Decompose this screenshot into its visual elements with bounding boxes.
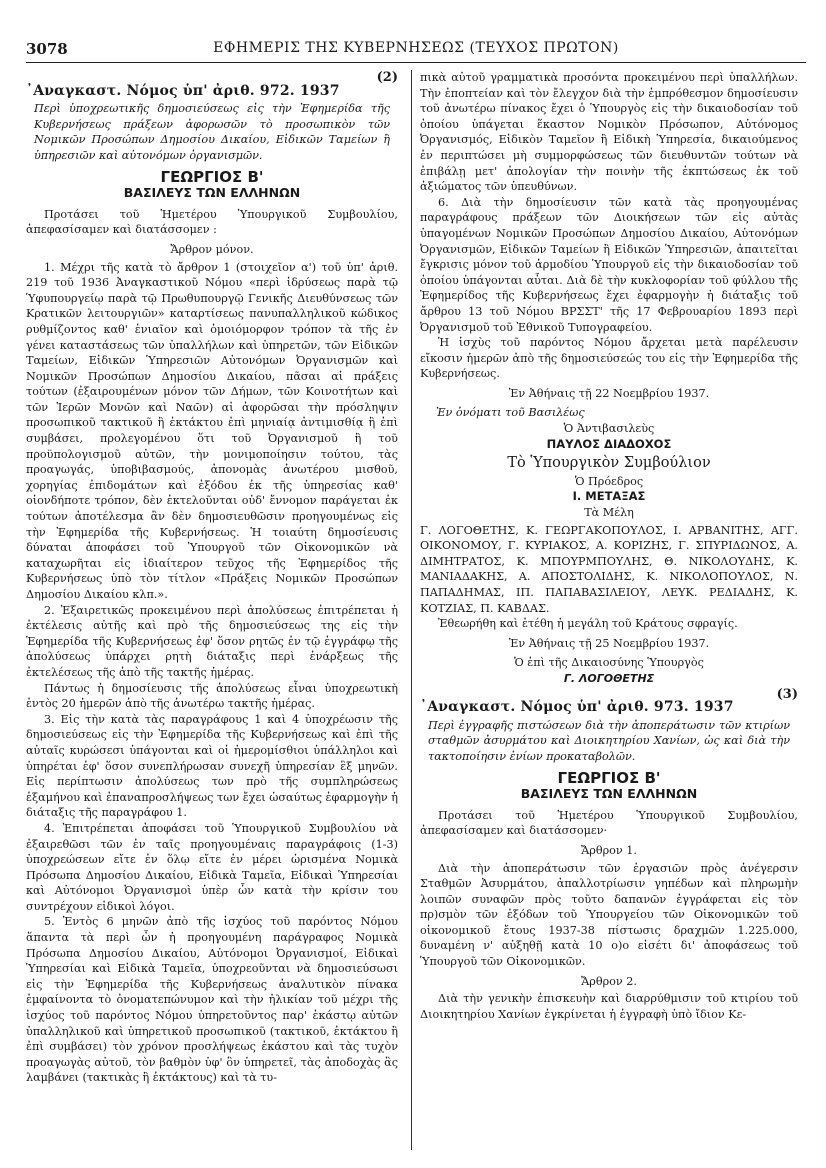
president-title: Ὁ Πρόεδρος [574,474,644,488]
members-list: Γ. ΛΟΓΟΘΕΤΗΣ, Κ. ΓΕΩΡΓΑΚΟΠΟΥΛΟΣ, Ι. ΑΡΒΑΝΙΤΗΣ, ΑΓΓ. ΟΙΚΟΝΟΜΟΥ, Γ. ΚΥΡΙΑΚΟΣ, Α. ΚΟΡΙΖΗΣ, Γ. ΣΠΥΡΙΔΩΝΟΣ, Α. ΔΙΜΗΤΡΑΤΟΣ, Κ. ΜΠΟΥΡΜΠΟΥΛΗΣ, Θ. ΝΙΚΟΛΟΥΔΗΣ, Κ. ΜΑΝΙΑΔΑΚΗΣ, Α. ΑΠΟΣΤΟΛΙΔΗΣ, Κ. ΝΙΚΟΛΟΠΟΥΛΟΣ, Ν. ΠΑΠΑΔΗΜΑΣ, ΙΠ. ΠΑΠΑΒΑΣΙΛΕΙΟΥ, ΛΕΥΚ. ΡΕΔΙΑΔΗΣ, Κ. ΚΟΤΖΙΑΣ, Π. ΚΑΒΔΑΣ. [420,523,798,615]
date-line: Ἐν Ἀθήναις τῇ 22 Νοεμβρίου 1937. [508,386,710,400]
paragraph: 5. Ἐντὸς 6 μηνῶν ἀπὸ τῆς ἰσχύος τοῦ παρόντος Νόμου ἅπαντα τὰ περὶ ὧν ἡ προηγουμένη παράγραφος Νομικὰ Πρόσωπα Δημοσίου Δικαίου, Αὐτόνομοι Ὀργανισμοί, Εἰδικαὶ Ὑπηρεσίαι καὶ Εἰδικὰ Ταμεῖα, ὑποχρεοῦνται νὰ δημοσιεύσωσι εἰς τὴν Ἐφημερίδα τῆς Κυβερνήσεως ἀναλυτικὸν πίνακα ἐμφαίνοντα τὸ ὀνοματεπώνυμον καὶ τὴν ἡλικίαν τοῦ μέχρι τῆς ἰσχύος τοῦ παρόντος Νόμου ὑπηρετοῦντος παρ' ἑκάστῳ αὐτῶν ὑπαλληλικοῦ καὶ ὑπηρετικοῦ προσωπικοῦ (τακτικοῦ, ἐκτάκτου ἢ ἐπὶ συμβάσει) τὸν χρόνον προσλήψεως ἑκάστου καὶ τὰς τυχὸν προαγωγὰς αὐτοῦ, τὸν βαθμὸν ὑφ' ὃν ὑπηρετεῖ, τὰς ἀποδοχὰς ἃς λαμβάνει (τακτικὰς ἢ ἐκτάκτους) καὶ τὰ τυ- [26,915,398,1085]
paragraph: 4. Ἐπιτρέπεται ἀποφάσει τοῦ Ὑπουργικοῦ Συμβουλίου νὰ ἐξαιρεθῶσι τῶν ἐν ταῖς προηγουμέναις παραγράφοις (1-3) ὑποχρεώσεων εἴτε ἐν ὅλῳ εἴτε ἐν μέρει ὡρισμένα Νομικὰ Πρόσωπα Δημοσίου Δικαίου, Εἰδικὰ Ταμεῖα, Εἰδικαὶ Ὑπηρεσίαι καὶ Αὐτόνομοι Ὀργανισμοὶ ὑπὲρ ὧν κατὰ τὴν κρίσιν του συντρέχουν εἰδικοὶ λόγοι. [26,821,398,913]
president-name: Ι. ΜΕΤΑΞΑΣ [572,489,646,504]
regent-title: Ὁ Ἀντιβασιλεὺς [563,422,655,436]
article-heading: Ἄρθρον 1. [581,843,637,857]
minister-title: Ὁ ἐπὶ τῆς Δικαιοσύνης Ὑπουργὸς [514,656,704,670]
members-title: Τὰ Μέλη [584,506,634,520]
paragraph: 6. Διὰ τὴν δημοσίευσιν τῶν κατὰ τὰς προηγουμένας παραγράφους πράξεων τῶν Διοικήσεων τῶν εἰς αὐτὰς ὑπαγομένων Νομικῶν Προσώπων Δημοσίου Δικαίου, Αὐτονόμων Ὀργανισμῶν, Εἰδικῶν Ταμείων ἢ Εἰδικῶν Ὑπηρεσιῶν, ἀπαιτεῖται ἔγκρισις μόνον τοῦ ἁρμοδίου Ὑπουργοῦ εἰς τὴν δικαιοδοσίαν τοῦ ὁποίου ὑπάγονται αὗται. Διὰ δὲ τὴν κυκλοφορίαν τοῦ φύλλου τῆς Ἐφημερίδος τῆς Κυβερνήσεως ἔχει ἐφαρμογὴν ἡ διάταξις τοῦ ἄρθρου 13 τοῦ Νόμου ΒΡΣΣΤ' τῆς 17 Φεβρουαρίου 1893 περὶ Ὀργανισμοῦ τοῦ Ἐθνικοῦ Τυπογραφείου. [420,195,798,334]
council-heading: Τὸ Ὑπουργικὸν Συμβούλιον [507,455,711,472]
preamble: Προτάσει τοῦ Ἡμετέρου Ὑπουργικοῦ Συμβουλίου, ἀπεφασίσαμεν καὶ διατάσσομεν : [26,207,398,237]
on-behalf-line: Ἐν ὀνόματι τοῦ Βασιλέως [436,406,585,420]
date-line: Ἐν Ἀθήναις τῇ 25 Νοεμβρίου 1937. [508,636,710,650]
page-header [26,40,806,63]
column-divider [411,70,412,1150]
left-column [26,70,398,1086]
paragraph: 3. Εἰς τὴν κατὰ τὰς παραγράφους 1 καὶ 4 ὑποχρέωσιν τῆς δημοσιεύσεως εἰς τὴν Ἐφημερίδα τῆς Κυβερνήσεως καὶ ἐπὶ τῆς αὐταῖς κυρώσεσι ὑπάγονται καὶ οἱ ἡμερομίσθιοι ὑπάλληλοι καὶ ὑπηρέται ἐφ' ὅσον συνεπλήρωσαν συνεχῆ ὑπηρεσίαν ἓξ μηνῶν. Εἰς περίπτωσιν ἀπολύσεως των πρὸ τῆς συμπληρώσεως ἑξαμήνου καὶ ἐπαναπροσλήψεως των ἔχει ὡσαύτως ἐφαρμογὴν ἡ διάταξις τῆς παραγράφου 1. [26,712,398,820]
king-name: ΓΕΩΡΓΙΟΣ Β' [557,768,661,787]
paragraph: Πάντως ἡ δημοσίευσις τῆς ἀπολύσεως εἶναι ὑποχρεωτικὴ ἐντὸς 20 ἡμερῶν ἀπὸ τῆς ἀνωτέρω τακτῆς ἡμέρας. [26,681,398,711]
paragraph: Διὰ τὴν γενικὴν ἐπισκευὴν καὶ διαρρύθμισιν τοῦ κτιρίου τοῦ Διοικητηρίου Χανίων ἐγκρίνεται ἡ ἐγγραφὴ ὑπὸ ἴδιον Κε- [420,992,798,1021]
paragraph: πικὰ αὐτοῦ γραμματικὰ προσόντα προκειμένου περὶ ὑπαλλήλων. Τὴν ἐποπτείαν καὶ τὸν ἔλεγχον διὰ τὴν ἐμπρόθεσμον δημοσίευσιν τοῦ ἀνωτέρω πίνακος ἔχει ὁ Ὑπουργὸς εἰς τὴν δικαιοδοσίαν τοῦ ὁποίου ὑπάγεται ἕκαστον Νομικὸν Πρόσωπον, Αὐτόνομος Ὀργανισμός, Εἰδικὸν Ταμεῖον ἢ Εἰδικὴ Ὑπηρεσία, δικαιούμενος ἐν περιπτώσει μὴ συμμορφώσεως τῶν διευθυντῶν τούτων νὰ ἐπιβάλῃ μετ' ἀπολογίαν τὴν ποινὴν τῆς ἐκπτώσεως ἐκ τοῦ ἀξιώματος τῶν ὑπευθύνων. [420,71,798,194]
king-name: ΓΕΩΡΓΙΟΣ Β' [160,167,264,186]
law-subject: Περὶ ὑποχρεωτικῆς δημοσιεύσεως εἰς τὴν Ἐφημερίδα τῆς Κυβερνήσεως πράξεων ἀφορωσῶν τὸ προσωπικὸν τῶν Νομικῶν Προσώπων Δημοσίου Δικαίου, Εἰδικῶν Ταμείων ἢ ὑπηρεσιῶν καὶ αὐτονόμων ὀργανισμῶν. [34,102,390,162]
king-title: ΒΑΣΙΛΕΥΣ ΤΩΝ ΕΛΛΗΝΩΝ [123,185,301,201]
right-column [420,70,798,1022]
law-subject: Περὶ ἐγγραφῆς πιστώσεων διὰ τὴν ἀποπεράτωσιν τῶν κτιρίων σταθμῶν ἀσυρμάτου καὶ Διοικητηρίου Χανίων, ὡς καὶ διὰ τὴν τακτοποίησιν ἐνίων προκαταβολῶν. [428,718,790,763]
paragraph: 1. Μέχρι τῆς κατὰ τὸ ἄρθρον 1 (στοιχεῖον α') τοῦ ὑπ' ἀριθ. 219 τοῦ 1936 Ἀναγκαστικοῦ Νόμου «περὶ ἱδρύσεως παρὰ τῷ Ὑφυπουργείῳ παρὰ τῷ Πρωθυπουργῷ Γενικῆς Διευθύνσεως τῶν Κρατικῶν λειτουργιῶν» καταρτίσεως πανυπαλληλικοῦ κώδικος ρυθμίζοντος καθ' ἑνιαῖον καὶ ὁμοιόμορφον τρόπον τὰ τῆς ἐν γένει καταστάσεως τῶν ὑπαλλήλων καὶ ὑπηρετῶν, τῶν Εἰδικῶν Ταμείων, Εἰδικῶν Ὑπηρεσιῶν Αὐτονόμων Ὀργανισμῶν καὶ Νομικῶν Προσώπων Δημοσίου Δικαίου, πᾶσαι αἱ πράξεις τούτων (ἐξαιρουμένων μόνον τῶν Δήμων, τῶν Κοινοτήτων καὶ τῶν Ἱερῶν Μονῶν καὶ Ναῶν) αἱ ἀφορῶσαι τὴν πρόσληψιν προσωπικοῦ τακτικοῦ ἢ ἐκτάκτου ἐπὶ μηνιαίᾳ ἀντιμισθίᾳ ἢ ἐπὶ συμβάσει, προλεγομένου ὅτι τοῦ Ὀργανισμοῦ ἢ τοῦ προϋπολογισμοῦ αὐτῶν, τὴν μονιμοποίησιν τούτου, τὰς προαγωγάς, ὑποβιβασμούς, ἀπονομὰς ἀνωτέρου μισθοῦ, χορηγίας ἐπιδομάτων καὶ ἐξόδου ἐκ τῆς ὑπηρεσίας καθ' οἱονδήποτε τρόπον, δὲν ἐκτελοῦνται οὐδ' ἔννομον παράγεται ἐκ τούτων ἀποτέλεσμα ἂν δὲν δημοσιευθῶσιν προηγουμένως εἰς τὴν Ἐφημερίδα τῆς Κυβερνήσεως. Ἡ τοιαύτη δημοσίευσις δύναται ἀποφάσει τοῦ Ὑπουργοῦ τῶν Οἰκονομικῶν νὰ καταχωρῆται εἰς ἰδιαίτερον τεῦχος τῆς Ἐφημερίδος τῆς Κυβερνήσεως ὑπὸ τὸν τίτλον «Πράξεις Νομικῶν Προσώπων Δημοσίου Δικαίου κλπ.». [26,260,398,601]
seal-line: Ἐθεωρήθη καὶ ἐτέθη ἡ μεγάλη τοῦ Κράτους σφραγίς. [438,617,738,631]
page-number: 3078 [26,40,68,58]
law-number: (3) [776,686,798,702]
article-heading: Ἄρθρον μόνον. [170,242,254,256]
minister-name: Γ. ΛΟΓΟΘΕΤΗΣ [563,671,655,685]
article-heading: Ἄρθρον 2. [581,974,637,988]
law-number: (2) [376,70,398,85]
king-title: ΒΑΣΙΛΕΥΣ ΤΩΝ ΕΛΛΗΝΩΝ [520,786,698,802]
regent-name: ΠΑΥΛΟΣ ΔΙΑΔΟΧΟΣ [546,436,672,451]
paragraph: Διὰ τὴν ἀποπεράτωσιν τῶν ἐργασιῶν πρὸς ἀνέγερσιν Σταθμῶν Ἀσυρμάτου, ἀπαλλοτρίωσιν γηπέδων καὶ πληρωμὴν λοιπῶν συναφῶν πρὸς τοῦτο δαπανῶν ἐγγράφεται εἰς τὸν πρ)σμὸν τῶν ἐξόδων τοῦ Ὑπουργείου τῶν Οἰκονομικῶν τοῦ οἰκονομικοῦ ἔτους 1937-38 πίστωσις δραχμῶν 1.225.000, δυναμένη ν' αὐξηθῇ κατὰ 10 ο)ο εἰσέτι δι' ἀποφάσεως τοῦ Ὑπουργοῦ τῶν Οἰκονομικῶν. [420,861,798,969]
paragraph: Ἡ ἰσχὺς τοῦ παρόντος Νόμου ἄρχεται μετὰ παρέλευσιν εἴκοσιν ἡμερῶν ἀπὸ τῆς δημοσιεύσεώς του εἰς τὴν Ἐφημερίδα τῆς Κυβερνήσεως. [420,336,798,381]
law-title: ᾿Αναγκαστ. Νόμος ὑπ' ἀριθ. 972. 1937 [26,82,340,99]
running-title: ΕΦΗΜΕΡΙΣ ΤΗΣ ΚΥΒΕΡΝΗΣΕΩΣ (ΤΕΥΧΟΣ ΠΡΩΤΟΝ) [213,40,619,56]
law-title: ᾿Αναγκαστ. Νόμος ὑπ' ἀριθ. 973. 1937 [420,699,734,716]
paragraph: 2. Ἐξαιρετικῶς προκειμένου περὶ ἀπολύσεως ἐπιτρέπεται ἡ ἐκτέλεσις αὐτῆς καὶ πρὸ τῆς δημοσιεύσεως της εἰς τὴν Ἐφημερίδα τῆς Κυβερνήσεως ἐφ' ὅσον ρητῶς ἐν τῷ ἐγγράφῳ τῆς ἀπολύσεως ὑπάρχει ρητὴ διάταξις περὶ ἐνάρξεως τῆς ἐκτελέσεως τῆς ἀπὸ τῆς τακτῆς ἡμέρας. [26,603,398,679]
preamble: Προτάσει τοῦ Ἡμετέρου Ὑπουργικοῦ Συμβουλίου, ἀπεφασίσαμεν καὶ διατάσσομεν· [420,808,798,838]
